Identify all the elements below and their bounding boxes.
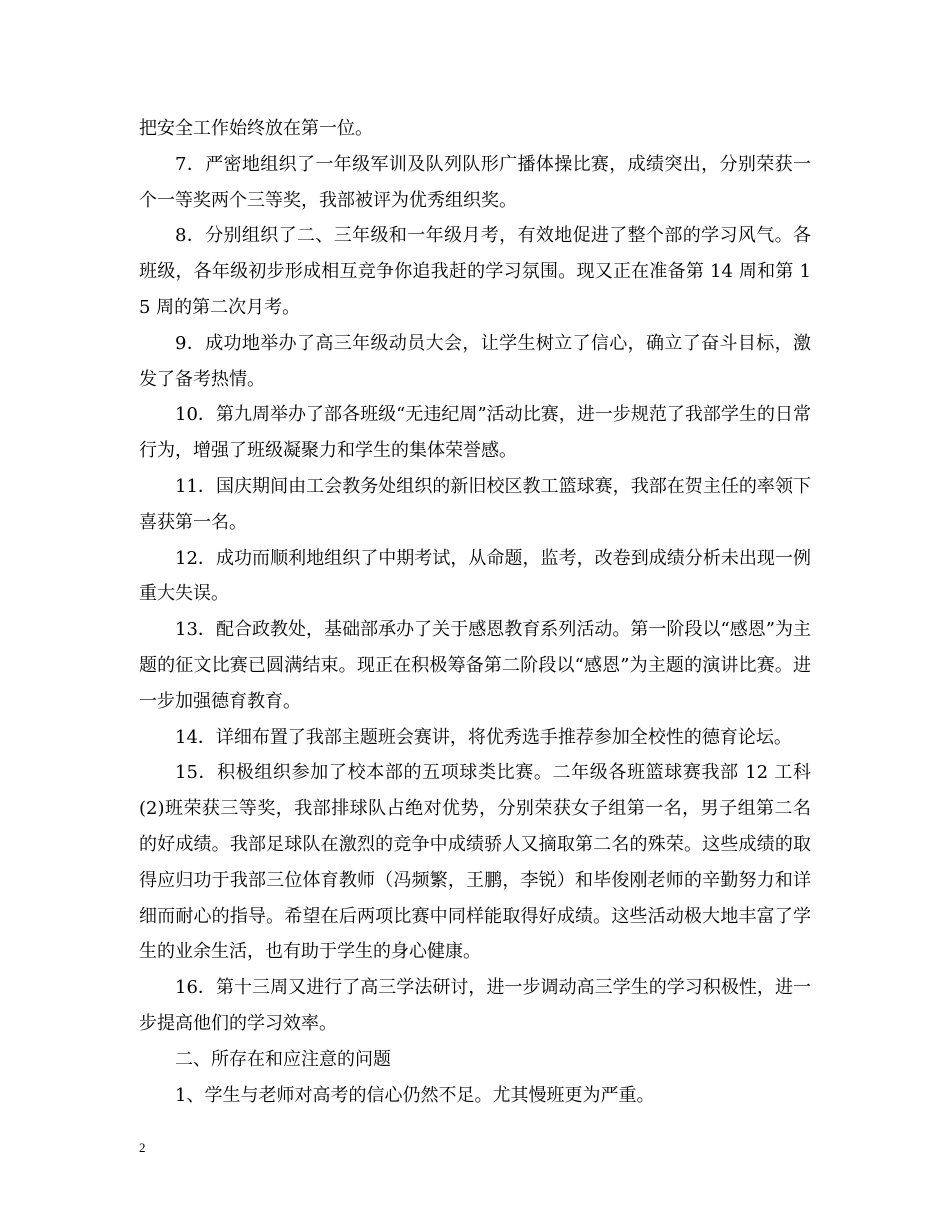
paragraph-problem-1: 1、学生与老师对高考的信心仍然不足。尤其慢班更为严重。 (175, 1084, 655, 1106)
paragraph-item-13: 13．配合政教处，基础部承办了关于感恩教育系列活动。第一阶段以“感恩”为主题的征文比赛已圆满结束。现正在积极筹备第二阶段以“感恩”为主题的演讲比赛。进一步加强德育教育。 (139, 619, 811, 712)
paragraph-item-16: 16．第十三周又进行了高三学法研讨，进一步调动高三学生的学习积极性，进一步提高他们的学习效率。 (139, 977, 811, 1034)
paragraph-item-11: 11．国庆期间由工会教务处组织的新旧校区教工篮球赛，我部在贺主任的率领下喜获第一名。 (139, 475, 811, 533)
page-number: 2 (139, 1140, 146, 1155)
document-body (139, 111, 811, 1113)
paragraph-item-8: 8．分别组织了二、三年级和一年级月考，有效地促进了整个部的学习风气。各班级，各年级初步形成相互竞争你追我赶的学习氛围。现又正在准备第 14 周和第 15 周的第二次月考。 (139, 225, 811, 318)
paragraph-item-9: 9．成功地举办了高三年级动员大会，让学生树立了信心，确立了奋斗目标，激发了备考热情。 (139, 332, 811, 390)
paragraph-item-12: 12．成功而顺利地组织了中期考试，从命题，监考，改卷到成绩分析未出现一例重大失误。 (139, 547, 811, 605)
paragraph-item-7: 7．严密地组织了一年级军训及队列队形广播体操比赛，成绩突出，分别荣获一个一等奖两个三等奖，我部被评为优秀组织奖。 (139, 153, 811, 211)
paragraph-safety-first: 把安全工作始终放在第一位。 (139, 118, 373, 139)
paragraph-item-15: 15．积极组织参加了校本部的五项球类比赛。二年级各班篮球赛我部 12 工科(2)班荣获三等奖，我部排球队占绝对优势，分别荣获女子组第一名，男子组第二名的好成绩。我部足球队在激烈的竞争中成绩骄人又摘取第二名的殊荣。这些成绩的取得应归功于我部三位体育教师（冯频繁，王鹏，李锐）和毕俊刚老师的辛勤努力和详细而耐心的指导。希望在后两项比赛中同样能取得好成绩。这些活动极大地丰富了学生的业余生活，也有助于学生的身心健康。 (139, 762, 811, 963)
paragraph-item-14: 14．详细布置了我部主题班会赛讲，将优秀选手推荐参加全校性的德育论坛。 (175, 726, 792, 748)
paragraph-item-10: 10．第九周举办了部各班级“无违纪周”活动比赛，进一步规范了我部学生的日常行为，增强了班级凝聚力和学生的集体荣誉感。 (139, 404, 811, 462)
section-heading-problems: 二、所存在和应注意的问题 (175, 1048, 391, 1070)
